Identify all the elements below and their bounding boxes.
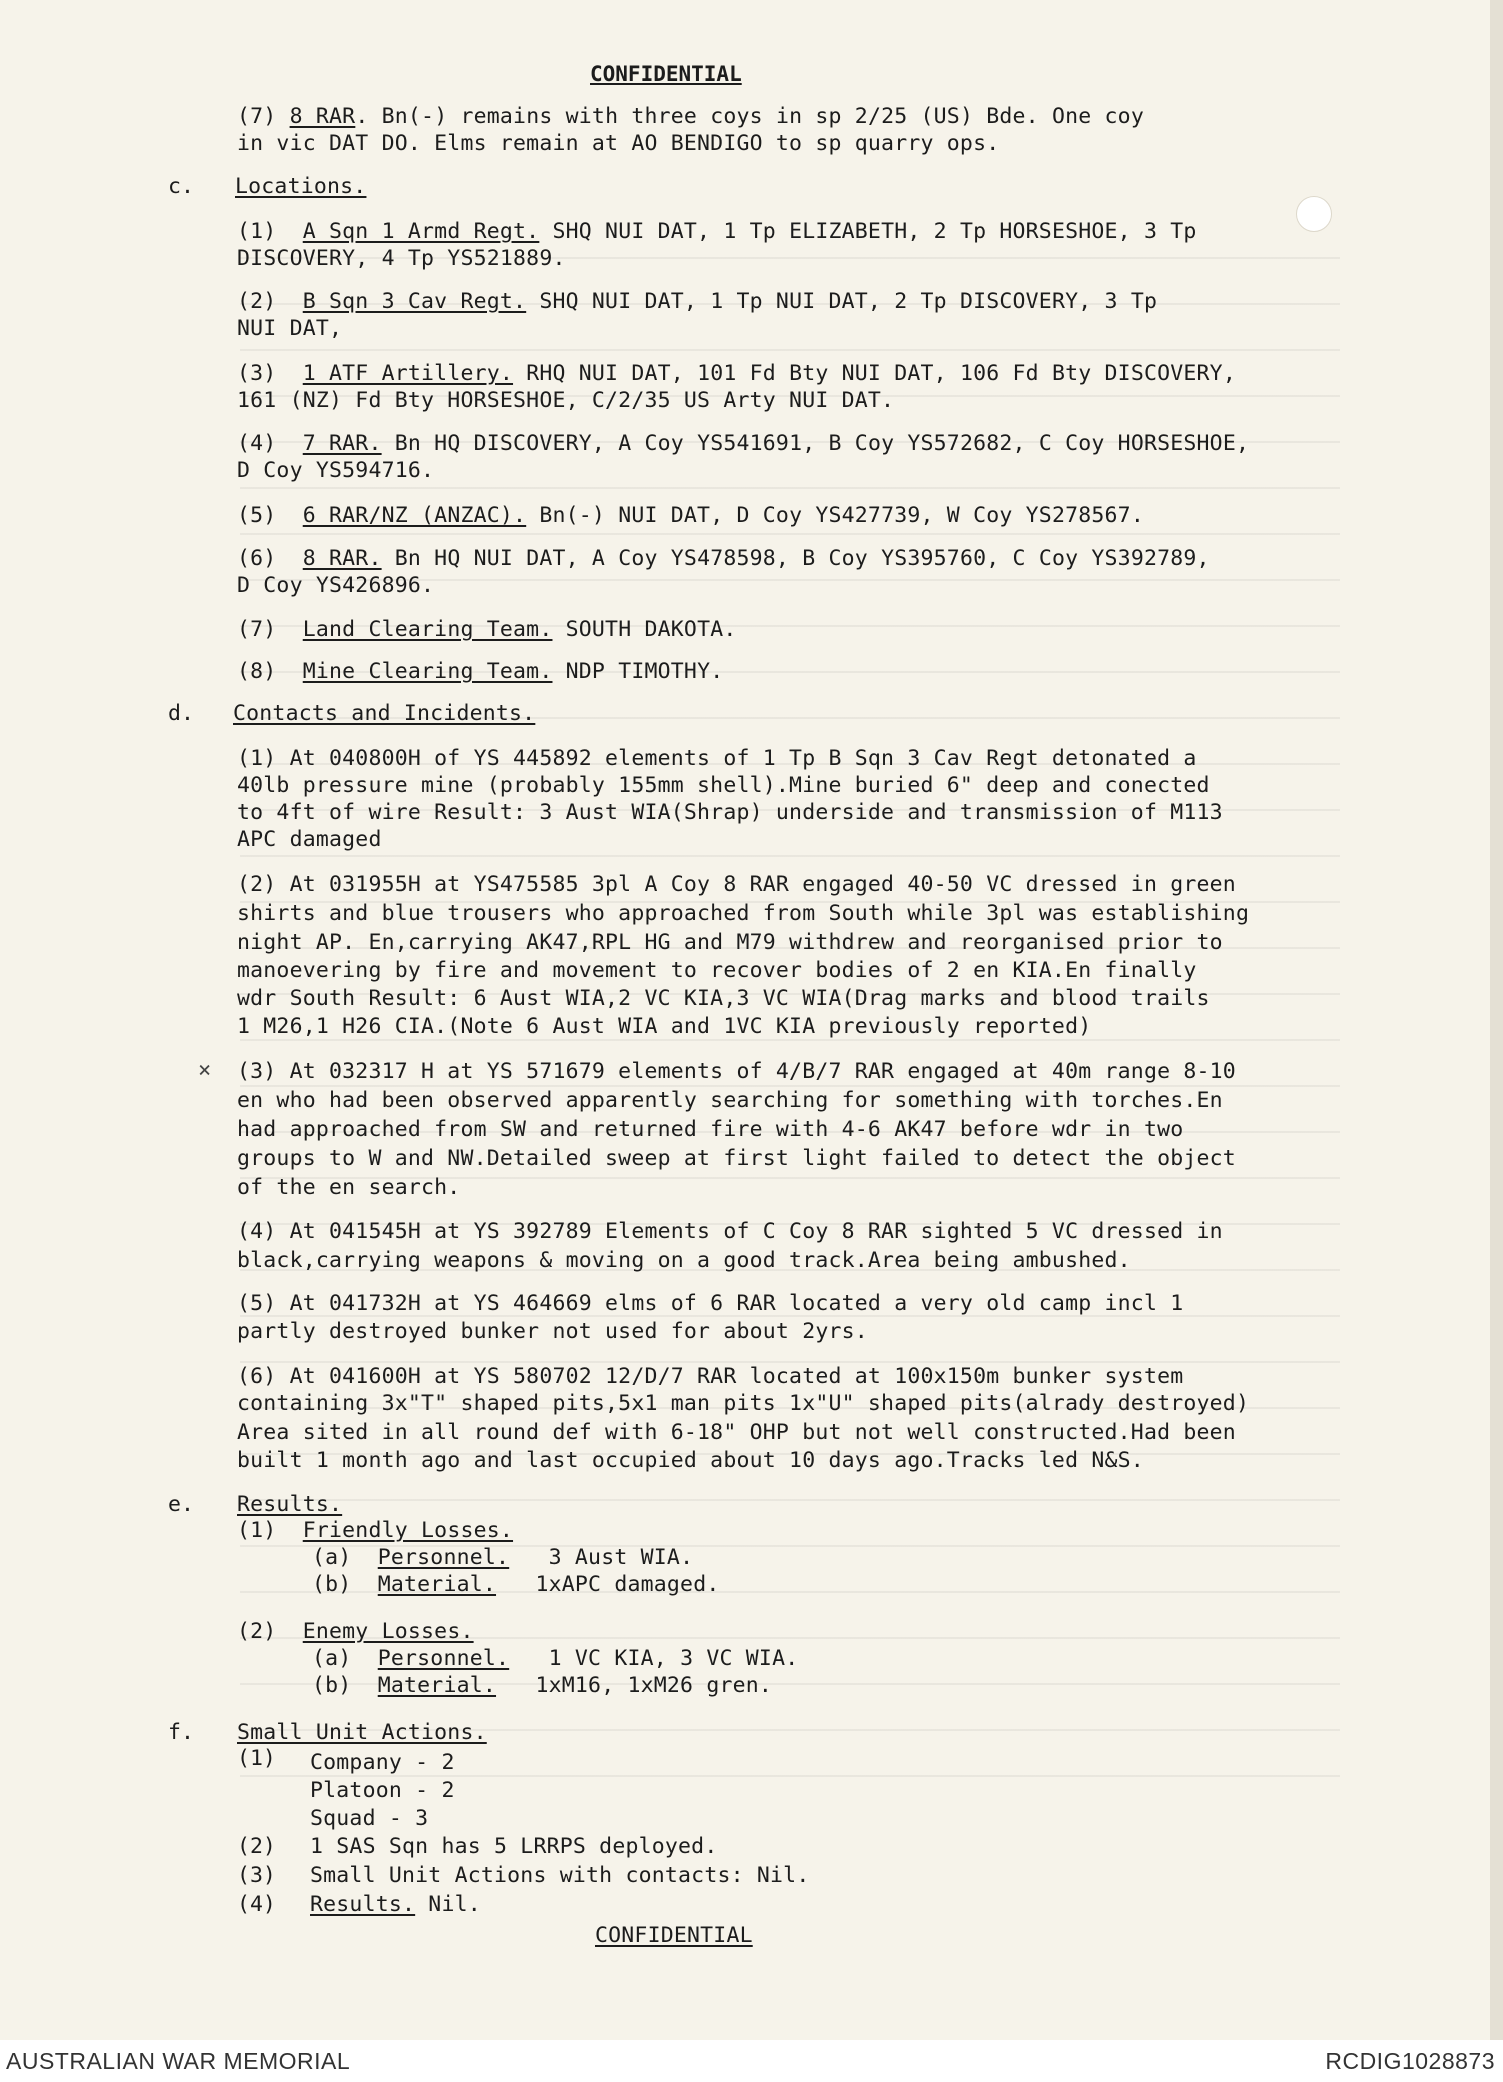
contact-4-line-1: (4) At 041545H at YS 392789 Elements of C Coy 8 RAR sighted 5 VC dressed in — [237, 1219, 1223, 1244]
contact-2-line-6: 1 M26,1 H26 CIA.(Note 6 Aust WIA and 1VC KIA previously reported) — [237, 1014, 1092, 1039]
page-edge — [1490, 0, 1503, 2040]
enemy-b-value: 1xM16, 1xM26 gren. — [535, 1673, 773, 1698]
loc-6-unit: 8 RAR. — [302, 546, 382, 571]
loc-6-line-2: D Coy YS426896. — [237, 573, 435, 598]
loc-3-unit: 1 ATF Artillery. — [302, 361, 514, 386]
section-e-title — [237, 1491, 342, 1518]
friendly-a-value: 3 Aust WIA. — [548, 1545, 694, 1570]
contact-2-line-4: manoevering by fire and movement to recover bodies of 2 en KIA.En finally — [237, 958, 1197, 983]
contact-2-line-2: shirts and blue trousers who approached from South while 3pl was establishing — [237, 901, 1250, 926]
loc-8-unit: Mine Clearing Team. — [302, 659, 553, 684]
contact-6-line-4: built 1 month ago and last occupied about 10 days ago.Tracks led N&S. — [237, 1448, 1144, 1473]
friendly-num: (1) — [237, 1518, 277, 1543]
loc-3-rest: RHQ NUI DAT, 101 Fd Bty NUI DAT, 106 Fd Bty DISCOVERY, — [513, 361, 1236, 386]
sua-4-value: Nil. — [415, 1892, 481, 1917]
sua-4-label: Results. — [310, 1892, 416, 1917]
para-7-line-1 — [237, 103, 1144, 130]
sua-3-text: Small Unit Actions with contacts: Nil. — [310, 1863, 810, 1888]
loc-1-unit: A Sqn 1 Armd Regt. — [302, 219, 540, 244]
section-f-letter: f. — [168, 1720, 194, 1745]
loc-2-line-1 — [237, 288, 1157, 315]
section-e-title-text: Results. — [237, 1492, 343, 1517]
contact-3-line-1: (3) At 032317 H at YS 571679 elements of 4/B/7 RAR engaged at 40m range 8-10 — [237, 1059, 1236, 1084]
friendly-a-label: Personnel. — [377, 1545, 510, 1570]
para-7-num: (7) — [237, 104, 277, 129]
loc-2-line-2: NUI DAT, — [237, 316, 343, 341]
loc-3-line-2: 161 (NZ) Fd Bty HORSESHOE, C/2/35 US Arty NUI DAT. — [237, 388, 895, 413]
enemy-a-value: 1 VC KIA, 3 VC WIA. — [548, 1646, 799, 1671]
loc-4-line-1 — [237, 430, 1249, 457]
loc-1-rest: SHQ NUI DAT, 1 Tp ELIZABETH, 2 Tp HORSESHOE, 3 Tp — [539, 219, 1197, 244]
loc-3-line-1 — [237, 360, 1236, 387]
loc-4-num: (4) — [237, 431, 277, 456]
enemy-a-label: Personnel. — [377, 1646, 510, 1671]
loc-6-rest: Bn HQ NUI DAT, A Coy YS478598, B Coy YS395760, C Coy YS392789, — [381, 546, 1210, 571]
contact-1-line-3: to 4ft of wire Result: 3 Aust WIA(Shrap) underside and transmission of M113 — [237, 800, 1223, 825]
footer-classification-text: CONFIDENTIAL — [595, 1923, 753, 1948]
contact-6-line-2: containing 3x"T" shaped pits,5x1 man pits 1x"U" shaped pits(alrady destroyed) — [237, 1391, 1250, 1416]
para-7-unit: 8 RAR — [289, 104, 356, 129]
enemy-material — [312, 1672, 772, 1699]
enemy-losses-heading — [237, 1618, 474, 1645]
section-d-title-text: Contacts and Incidents. — [233, 701, 536, 726]
archive-source: AUSTRALIAN WAR MEMORIAL — [6, 2048, 351, 2074]
para-7-line-2: in vic DAT DO. Elms remain at AO BENDIGO to sp quarry ops. — [237, 131, 1000, 156]
sua-4-num: (4) — [237, 1892, 276, 1917]
sua-1-num: (1) — [237, 1746, 276, 1771]
contact-2-line-3: night AP. En,carrying AK47,RPL HG and M79 withdrew and reorganised prior to — [237, 930, 1223, 955]
loc-2-unit: B Sqn 3 Cav Regt. — [302, 289, 527, 314]
contact-6-line-1: (6) At 041600H at YS 580702 12/D/7 RAR located at 100x150m bunker system — [237, 1364, 1184, 1389]
loc-5-unit: 6 RAR/NZ (ANZAC). — [302, 503, 527, 528]
contact-2-line-5: wdr South Result: 6 Aust WIA,2 VC KIA,3 VC WIA(Drag marks and blood trails — [237, 986, 1210, 1011]
friendly-b-label: Material. — [377, 1572, 497, 1597]
contact-3-line-5: of the en search. — [237, 1175, 461, 1200]
section-d-title — [233, 700, 535, 727]
section-c-letter: c. — [168, 174, 194, 199]
enemy-b-num: (b) — [312, 1673, 352, 1698]
archive-id: RCDIG1028873 — [1325, 2048, 1495, 2074]
section-c-title — [235, 173, 366, 200]
contact-5-line-1: (5) At 041732H at YS 464669 elms of 6 RAR located a very old camp incl 1 — [237, 1291, 1184, 1316]
loc-6-num: (6) — [237, 546, 277, 571]
enemy-personnel — [312, 1645, 798, 1672]
section-d-letter: d. — [168, 701, 194, 726]
enemy-num: (2) — [237, 1619, 277, 1644]
contact-3-line-2: en who had been observed apparently searching for something with torches.En — [237, 1088, 1223, 1113]
enemy-a-num: (a) — [312, 1646, 352, 1671]
friendly-material — [312, 1571, 720, 1598]
contact-1-line-1: (1) At 040800H of YS 445892 elements of 1 Tp B Sqn 3 Cav Regt detonated a — [237, 746, 1197, 771]
friendly-a-num: (a) — [312, 1545, 352, 1570]
loc-2-rest: SHQ NUI DAT, 1 Tp NUI DAT, 2 Tp DISCOVERY, 3 Tp — [526, 289, 1158, 314]
loc-4-line-2: D Coy YS594716. — [237, 458, 435, 483]
loc-2-num: (2) — [237, 289, 277, 314]
section-e-letter: e. — [168, 1492, 194, 1517]
sua-3-num: (3) — [237, 1863, 276, 1888]
punch-hole — [1296, 196, 1332, 232]
enemy-title: Enemy Losses. — [302, 1619, 474, 1644]
loc-5-rest: Bn(-) NUI DAT, D Coy YS427739, W Coy YS278567. — [526, 503, 1144, 528]
para-7-rest: . Bn(-) remains with three coys in sp 2/25 (US) Bde. One coy — [355, 104, 1144, 129]
friendly-b-value: 1xAPC damaged. — [535, 1572, 720, 1597]
margin-tick-mark: × — [198, 1058, 212, 1083]
friendly-b-num: (b) — [312, 1572, 352, 1597]
friendly-personnel — [312, 1544, 693, 1571]
sua-company: Company - 2 — [310, 1750, 455, 1775]
loc-4-unit: 7 RAR. — [302, 431, 382, 456]
loc-8-rest: NDP TIMOTHY. — [552, 659, 724, 684]
friendly-losses-heading — [237, 1517, 513, 1544]
loc-8-line-1 — [237, 658, 723, 685]
loc-7-rest: SOUTH DAKOTA. — [552, 617, 737, 642]
loc-1-num: (1) — [237, 219, 277, 244]
contact-3-line-4: groups to W and NW.Detailed sweep at first light failed to detect the object — [237, 1146, 1236, 1171]
sua-4-text — [310, 1891, 481, 1918]
friendly-title: Friendly Losses. — [302, 1518, 514, 1543]
sua-2-text: 1 SAS Sqn has 5 LRRPS deployed. — [310, 1834, 718, 1859]
enemy-b-label: Material. — [377, 1673, 497, 1698]
contact-2-line-1: (2) At 031955H at YS475585 3pl A Coy 8 RAR engaged 40-50 VC dressed in green — [237, 872, 1236, 897]
loc-6-line-1 — [237, 545, 1210, 572]
loc-5-line-1 — [237, 502, 1144, 529]
loc-7-num: (7) — [237, 617, 277, 642]
page-header-classification: CONFIDENTIAL — [590, 62, 742, 86]
loc-5-num: (5) — [237, 503, 277, 528]
contact-5-line-2: partly destroyed bunker not used for about 2yrs. — [237, 1319, 868, 1344]
loc-7-unit: Land Clearing Team. — [302, 617, 553, 642]
section-f-title-text: Small Unit Actions. — [237, 1720, 487, 1745]
section-f-title — [237, 1719, 487, 1746]
section-c-title-text: Locations. — [235, 174, 367, 199]
contact-3-line-3: had approached from SW and returned fire with 4-6 AK47 before wdr in two — [237, 1117, 1184, 1142]
loc-7-line-1 — [237, 616, 737, 643]
sua-platoon: Platoon - 2 — [310, 1778, 455, 1803]
loc-1-line-1 — [237, 218, 1197, 245]
contact-1-line-2: 40lb pressure mine (probably 155mm shell).Mine buried 6" deep and conected — [237, 773, 1210, 798]
sua-2-num: (2) — [237, 1834, 276, 1859]
loc-8-num: (8) — [237, 659, 277, 684]
contact-6-line-3: Area sited in all round def with 6-18" OHP but not well constructed.Had been — [237, 1420, 1236, 1445]
loc-1-line-2: DISCOVERY, 4 Tp YS521889. — [237, 246, 566, 271]
loc-3-num: (3) — [237, 361, 277, 386]
loc-4-rest: Bn HQ DISCOVERY, A Coy YS541691, B Coy YS572682, C Coy HORSESHOE, — [381, 431, 1250, 456]
contact-1-line-4: APC damaged — [237, 827, 382, 852]
page-footer-classification — [595, 1922, 753, 1949]
contact-4-line-2: black,carrying weapons & moving on a good track.Area being ambushed. — [237, 1248, 1131, 1273]
sua-squad: Squad - 3 — [310, 1806, 429, 1831]
